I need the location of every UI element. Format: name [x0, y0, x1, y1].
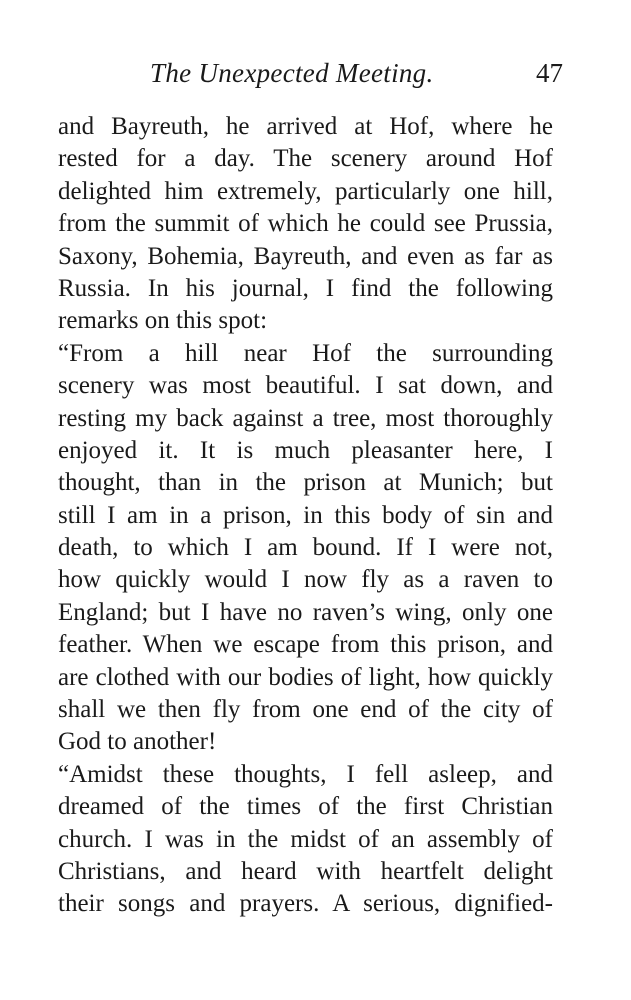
- text-line: still I am in a prison, in this body of sin and: [58, 501, 553, 529]
- text-line: Russia. In his journal, I find the following: [58, 274, 553, 302]
- text-line: shall we then fly from one end of the city of: [58, 696, 553, 724]
- page-number: 47: [536, 58, 563, 88]
- text-line: Saxony, Bohemia, Bayreuth, and even as far as: [58, 242, 553, 270]
- text-line: England; but I have no raven’s wing, only one: [58, 598, 553, 626]
- running-head: [58, 58, 563, 98]
- text-line: church. I was in the midst of an assembly of: [58, 825, 553, 853]
- text-line: “From a hill near Hof the surrounding: [58, 339, 553, 367]
- text-line: Christians, and heard with heartfelt delight: [58, 857, 553, 885]
- text-line: feather. When we escape from this prison, and: [58, 631, 553, 659]
- text-line: delighted him extremely, particularly one hill,: [58, 177, 553, 205]
- text-line: “Amidst these thoughts, I fell asleep, and: [58, 760, 553, 788]
- text-line: dreamed of the times of the first Christian: [58, 793, 553, 821]
- text-line: are clothed with our bodies of light, how quickly: [58, 663, 553, 691]
- text-line: death, to which I am bound. If I were not,: [58, 534, 553, 562]
- text-line: enjoyed it. It is much pleasanter here, I: [58, 436, 553, 464]
- text-line: rested for a day. The scenery around Hof: [58, 145, 553, 173]
- text-line: resting my back against a tree, most thoroughly: [58, 404, 553, 432]
- body-text: [58, 111, 553, 921]
- text-line: how quickly would I now fly as a raven to: [58, 566, 553, 594]
- text-line: their songs and prayers. A serious, dignified-: [58, 890, 553, 918]
- text-line: remarks on this spot:: [58, 307, 268, 335]
- text-line: thought, than in the prison at Munich; but: [58, 469, 553, 497]
- text-line: from the summit of which he could see Prussia,: [58, 210, 553, 238]
- text-line: scenery was most beautiful. I sat down, and: [58, 372, 553, 400]
- text-line: God to another!: [58, 728, 217, 756]
- running-title: The Unexpected Meeting.: [150, 58, 434, 88]
- text-line: and Bayreuth, he arrived at Hof, where he: [58, 113, 553, 140]
